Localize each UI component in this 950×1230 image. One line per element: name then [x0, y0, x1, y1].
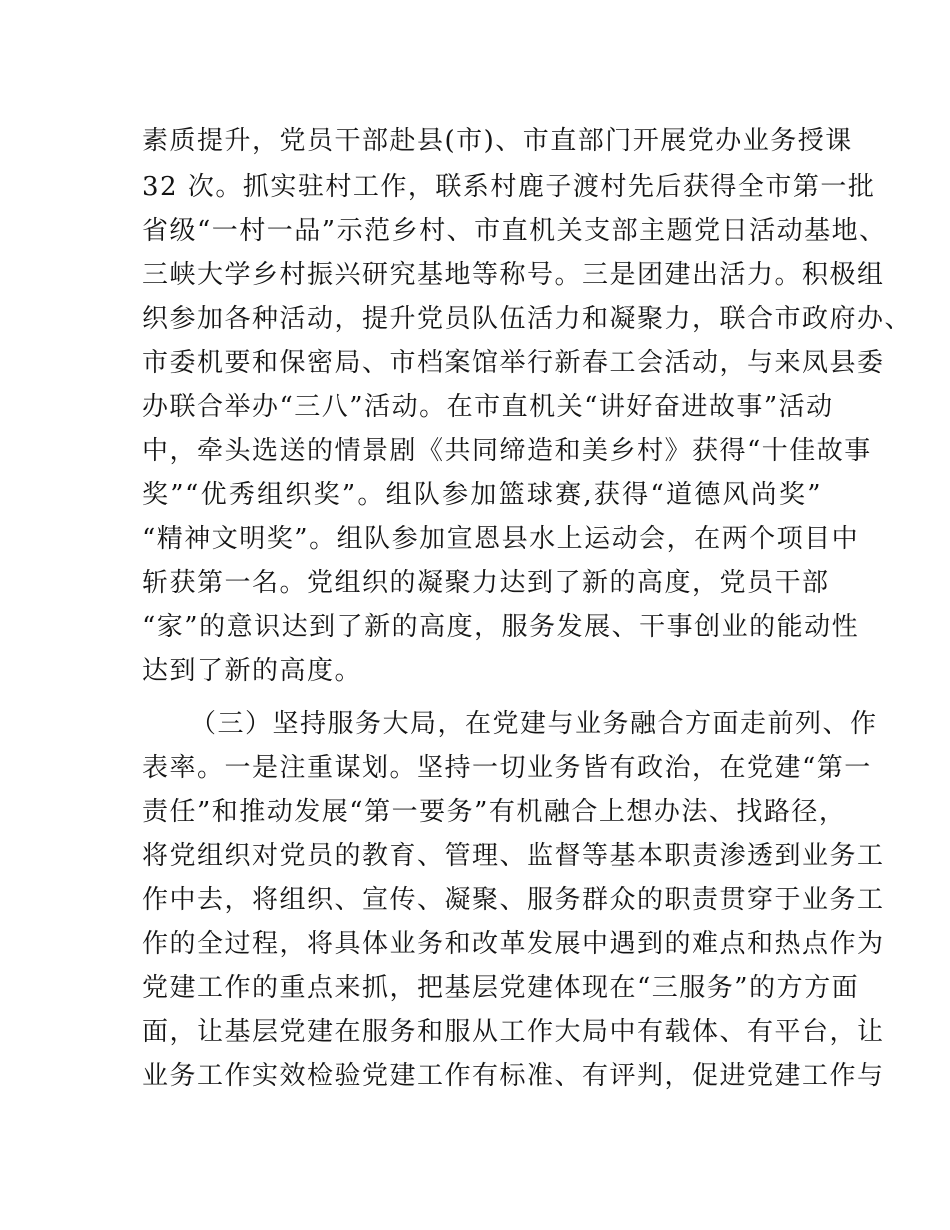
text-line: 办联合举办“三八”活动。在市直机关“讲好奋进故事”活动 — [142, 392, 834, 422]
text-line: 作中去，将组织、宣传、凝聚、服务群众的职责贯穿于业务工 — [142, 885, 885, 915]
text-line: 表率。一是注重谋划。坚持一切业务皆有政治，在党建“第一 — [142, 753, 872, 783]
text-line: 将党组织对党员的教育、管理、监督等基本职责渗透到业务工 — [142, 841, 885, 871]
text-line: 奖”“优秀组织奖”。组队参加篮球赛,获得“道德风尚奖” — [142, 480, 822, 510]
text-line: 织参加各种活动，提升党员队伍活力和凝聚力，联合市政府办、 — [142, 304, 913, 334]
text-line: 省级“一村一品”示范乡村、市直机关支部主题党日活动基地、 — [142, 216, 887, 246]
text-line: 达到了新的高度。 — [142, 656, 363, 686]
text-line: 32 次。抓实驻村工作，联系村鹿子渡村先后获得全市第一批 — [142, 172, 876, 202]
text-line: 素质提升，党员干部赴县(市)、市直部门开展党办业务授课 — [142, 126, 853, 156]
text-line: 业务工作实效检验党建工作有标准、有评判，促进党建工作与 — [142, 1061, 885, 1091]
text-line: “家”的意识达到了新的高度，服务发展、干事创业的能动性 — [142, 612, 860, 642]
text-line: 作的全过程，将具体业务和改革发展中遇到的难点和热点作为 — [142, 929, 885, 959]
text-line: 斩获第一名。党组织的凝聚力达到了新的高度，党员干部 — [142, 568, 830, 598]
text-line: 面，让基层党建在服务和服从工作大局中有载体、有平台，让 — [142, 1017, 885, 1047]
text-line: 责任”和推动发展“第一要务”有机融合上想办法、找路径， — [142, 797, 847, 827]
text-line: “精神文明奖”。组队参加宣恩县水上运动会，在两个项目中 — [142, 524, 860, 554]
text-line: 中，牵头选送的情景剧《共同缔造和美乡村》获得“十佳故事 — [142, 436, 872, 466]
text-line: 三峡大学乡村振兴研究基地等称号。三是团建出活力。积极组 — [142, 260, 885, 290]
text-line: （三）坚持服务大局，在党建与业务融合方面走前列、作 — [190, 709, 878, 739]
text-line: 党建工作的重点来抓，把基层党建体现在“三服务”的方方面 — [142, 973, 860, 1003]
text-line: 市委机要和保密局、市档案馆举行新春工会活动，与来凤县委 — [142, 348, 885, 378]
